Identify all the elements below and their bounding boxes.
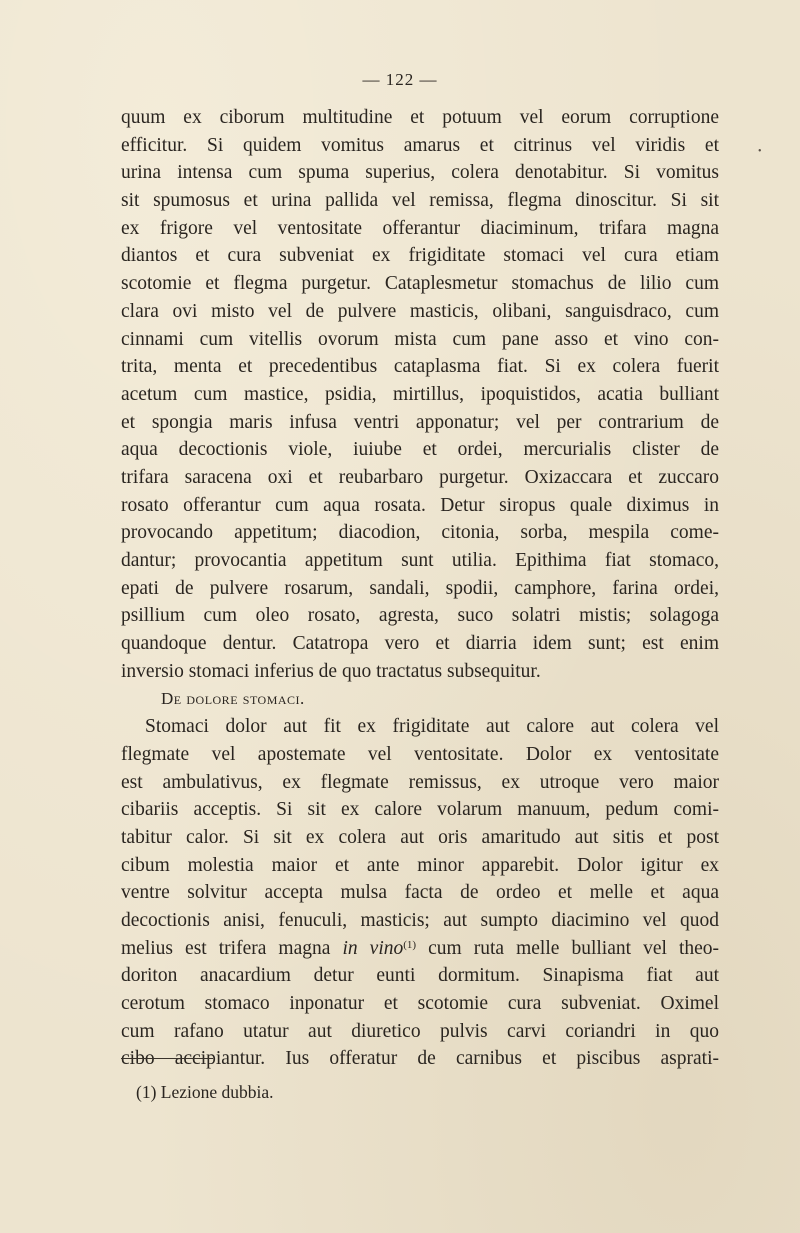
text-line: cinnami cum vitellis ovorum mista cum pane asso et vino con- (121, 328, 719, 350)
text-segment: cum ruta melle bulliant vel theo- (416, 937, 720, 959)
text-line: acetum cum mastice, psidia, mirtillus, ipoquistidos, acatia bulliant (121, 383, 719, 405)
text-line: est ambulativus, ex flegmate remissus, ex utroque vero maior (121, 771, 719, 793)
footnote-divider (121, 1058, 213, 1059)
text-line: ventre solvitur accepta mulsa facta de ordeo et melle et aqua (121, 882, 719, 904)
text-line: cerotum stomaco inponatur et scotomie cura subveniat. Oximel (121, 993, 719, 1014)
text-line: epati de pulvere rosarum, sandali, spodii, camphore, farina ordei, (121, 577, 719, 599)
text-line: sit spumosus et urina pallida vel remissa, flegma dinoscitur. Si sit (121, 190, 719, 212)
text-line: cum rafano utatur aut diuretico pulvis carvi coriandri in quo (121, 1020, 719, 1042)
section-heading: De dolore stomaci. (161, 689, 305, 709)
footnote: (1) Lezione dubbia. (136, 1082, 274, 1102)
text-segment: melius est trifera magna (121, 937, 343, 959)
text-line: quum ex ciborum multitudine et potuum vel eorum corruptione (121, 107, 719, 128)
italic-phrase: in vino (342, 937, 404, 959)
text-line: aqua decoctionis viole, iuiube et ordei, mercurialis clister de (121, 439, 719, 461)
text-line: efficitur. Si quidem vomitus amarus et citrinus vel viridis et (121, 134, 719, 156)
text-line: Stomaci dolor aut fit ex frigiditate aut calore aut colera vel (145, 716, 719, 738)
text-line: provocando appetitum; diacodion, citonia, sorba, mespila come- (121, 522, 719, 544)
text-line: cibum molestia maior et ante minor apparebit. Dolor igitur ex (121, 854, 719, 876)
text-line: trifara saracena oxi et reubarbaro purgetur. Oxizaccara et zuccaro (121, 466, 719, 488)
text-line: rosato offerantur cum aqua rosata. Detur siropus quale diximus in (121, 494, 719, 516)
text-line: doriton anacardium detur eunti dormitum. Sinapisma fiat aut (121, 965, 719, 987)
text-line: decoctionis anisi, fenuculi, masticis; aut sumpto diacimino vel quod (121, 909, 719, 931)
text-line: dantur; provocantia appetitum sunt utilia. Epithima fiat stomaco, (121, 550, 719, 571)
text-line: quandoque dentur. Catatropa vero et diarria idem sunt; est enim (121, 633, 719, 655)
text-line: cibariis acceptis. Si sit ex calore volarum manuum, pedum comi- (121, 799, 719, 821)
text-line: scotomie et flegma purgetur. Cataplesmetur stomachus de lilio cum (121, 273, 719, 295)
text-line: inversio stomaci inferius de quo tractatus subsequitur. (121, 660, 541, 682)
text-line: urina intensa cum spuma superius, colera denotabitur. Si vomitus (121, 162, 719, 184)
body-text (121, 104, 719, 1073)
text-line: clara ovi misto vel de pulvere masticis, olibani, sanguisdraco, cum (121, 300, 719, 322)
page-number: — 122 — (362, 70, 438, 89)
margin-mark: • (758, 146, 762, 157)
footnote-marker: (1) (403, 938, 417, 951)
text-line: tabitur calor. Si sit ex colera aut oris amaritudo aut sitis et post (121, 826, 719, 848)
text-line: psillium cum oleo rosato, agresta, suco solatri mistis; solagoga (121, 605, 719, 627)
text-line: diantos et cura subveniat ex frigiditate stomaci vel cura etiam (121, 245, 719, 267)
text-line-with-footnote (121, 935, 719, 963)
text-line: flegmate vel apostemate vel ventositate. Dolor ex ventositate (121, 743, 719, 765)
text-line: et spongia maris infusa ventri apponatur; vel per contrarium de (121, 411, 719, 433)
text-line: cibo accipiantur. Ius offeratur de carnibus et piscibus asprati- (121, 1048, 719, 1070)
text-line: trita, menta et precedentibus cataplasma fiat. Si ex colera fuerit (121, 356, 719, 378)
text-line: ex frigore vel ventositate offerantur diaciminum, trifara magna (121, 217, 719, 239)
